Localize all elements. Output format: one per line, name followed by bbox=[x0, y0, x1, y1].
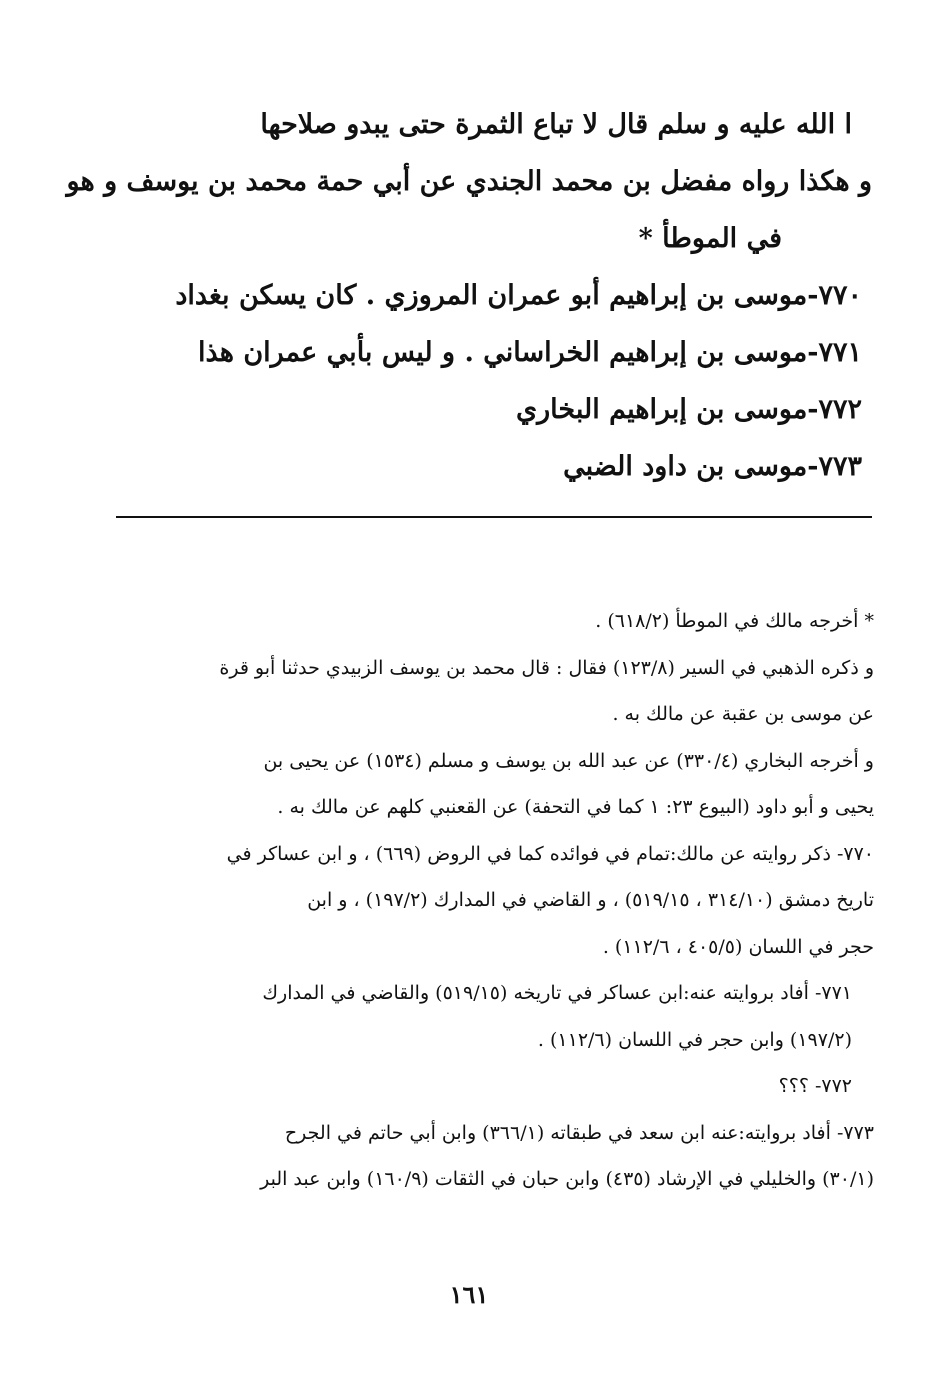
entry-772: ٧٧٢-موسى بن إبراهيم البخاري bbox=[516, 394, 862, 425]
footnote-line: ٧٧٣- أفاد بروايته:عنه ابن سعد في طبقاته (٣٦٦/١) وابن أبي حاتم في الجرح bbox=[284, 1121, 874, 1144]
main-line: في الموطأ * bbox=[638, 223, 782, 254]
footnote-line: حجر في اللسان (٤٠٥/٥ ، ١١٢/٦) . bbox=[602, 935, 874, 958]
entry-770: ٧٧٠-موسى بن إبراهيم أبو عمران المروزي . كان يسكن بغداد bbox=[175, 280, 862, 311]
footnote-line: تاريخ دمشق (٣١٤/١٠ ، ٥١٩/١٥) ، و القاضي في المدارك (١٩٧/٢) ، و ابن bbox=[307, 889, 874, 911]
main-text-block bbox=[66, 96, 872, 495]
entry-773: ٧٧٣-موسى بن داود الضبي bbox=[563, 451, 862, 482]
footnote-line: عن موسى بن عقبة عن مالك به . bbox=[612, 703, 874, 725]
footnote-line: (٣٠/١) والخليلي في الإرشاد (٤٣٥) وابن حبان في الثقات (١٦٠/٩) وابن عبد البر bbox=[260, 1168, 874, 1190]
footnote-line: * أخرجه مالك في الموطأ (٦١٨/٢) . bbox=[595, 610, 874, 632]
footnote-line: و أخرجه البخاري (٣٣٠/٤) عن عبد الله بن يوسف و مسلم (١٥٣٤) عن يحيى بن bbox=[263, 749, 874, 772]
main-line: و هكذا رواه مفضل بن محمد الجندي عن أبي حمة محمد بن يوسف و هو bbox=[66, 166, 872, 197]
main-line: ا الله عليه و سلم قال لا تباع الثمرة حتى يبدو صلاحها bbox=[260, 109, 852, 140]
footnote-line: يحيى و أبو داود (البيوع ٢٣: ١ كما في التحفة) عن القعنبي كلهم عن مالك به . bbox=[277, 796, 874, 818]
page-number: ١٦١ bbox=[449, 1280, 489, 1309]
footnote-line: ٧٧١- أفاد بروايته عنه:ابن عساكر في تاريخه (٥١٩/١٥) والقاضي في المدارك bbox=[262, 982, 852, 1004]
footnote-divider bbox=[116, 516, 872, 518]
footnotes-block bbox=[116, 598, 874, 1203]
footnote-line: ٧٧٢- ؟؟؟ bbox=[778, 1075, 852, 1097]
entry-771: ٧٧١-موسى بن إبراهيم الخراساني . و ليس بأبي عمران هذا bbox=[198, 337, 862, 368]
footnote-line: (١٩٧/٢) وابن حجر في اللسان (١١٢/٦) . bbox=[537, 1028, 852, 1051]
footnote-line: و ذكره الذهبي في السير (١٢٣/٨) فقال : قال محمد بن يوسف الزبيدي حدثنا أبو قرة bbox=[219, 656, 874, 679]
footnote-line: ٧٧٠- ذكر روايته عن مالك:تمام في فوائده كما في الروض (٦٦٩) ، و ابن عساكر في bbox=[226, 842, 874, 865]
